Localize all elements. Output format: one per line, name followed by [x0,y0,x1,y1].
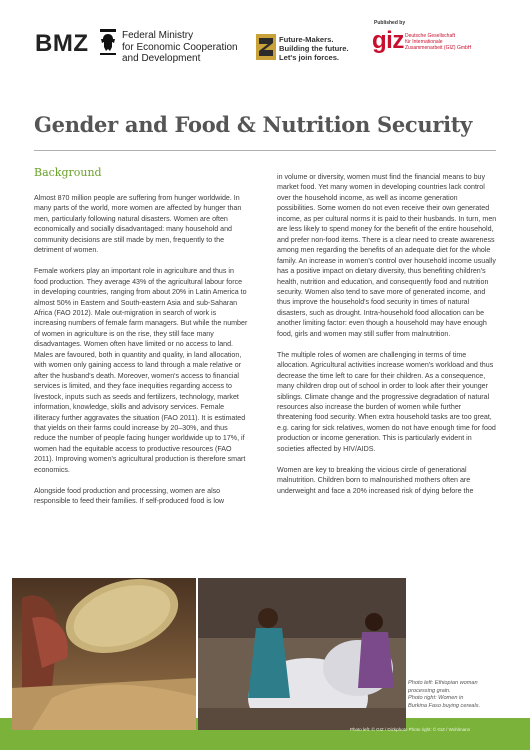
paragraph: in volume or diversity, women must find the financial means to buy market food. Yet many women in developing countries lack control over the household income, as well as income generation possibilities. Some women do not even receive their own generated income, as per cultural norms it is paid to their husbands. In turn, men are less likely to spend money for the benefit of the entire household, and prefer non-food items. There is a clear need to create awareness among men regarding the benefits of an adequate diet for the whole family. An increase in women's control over household income usually has a positive impact on dietary diversity, thus benefiting children's health, nutrition and education, and consequently food and nutrition security. Women also tend to save more of generated income, and thus improve the household's food security in times of natural disasters, such as drought. Intra-household food allocation can be another limiting factor: even though a household may have enough food, girls and women may still suffer from malnutrition. [277,173,497,338]
published-by-label: Published by [374,20,406,26]
bmz-logo: BMZ [35,30,89,57]
title-divider [34,150,496,151]
text-column-left [34,193,248,517]
ministry-line: for Economic Cooperation [122,41,238,53]
ministry-line: Federal Ministry [122,30,194,41]
ministry-line: and Development [122,53,201,64]
caption-line: processing grain. [408,687,451,694]
future-makers-slogan [279,35,359,62]
giz-name-line: für Internationale [405,39,443,45]
slogan-line: Building the future. [279,44,349,53]
text-column-right [277,172,497,507]
giz-name-line: Deutsche Gesellschaft [405,33,456,39]
future-makers-logo-icon [256,34,276,60]
giz-full-name [405,33,485,51]
photo-caption [408,680,498,710]
caption-line: Photo left: Ethiopian woman [408,680,478,686]
paragraph: The multiple roles of women are challenging in terms of time allocation. Agricultural activities increase women's workload and thus decrease the time left to care for their children. As a consequence, many children drop out of school in order to look after their younger siblings. Climate change and the progressive degradation of natural resources also increase the burden of women while further threatening food security. When extra household tasks are too great, e.g. caring for sick relatives, women do not have enough time for food production or income generation. This is particularly evident in societies affected by HIV/AIDS. [277,350,496,453]
page-title: Gender and Food & Nutrition Security [34,112,473,137]
paragraph: Female workers play an important role in agriculture and thus in food production. They average 43% of the agricultural labour force in developing countries, ranging from about 20% in Latin America to almost 50% in Eastern and South-eastern Asia and sub-Saharan Africa (FAO 2012). Male out-migration in search of work is increasing numbers of female farm managers. But while the number of women in agriculture is on the rise, they still face many disadvantages. Women often have limited or no access to land. Males are favoured, both in quantity and quality, in land allocation, with women only gaining access to land through a male relative or after the husband's death. Moreover, women's access to financial services is limited, and they face inequities regarding access to livestock, inputs such as seeds and fertilizers, technology, market information, knowledge, skills and advisory services. Female illiteracy further aggravates the situation (FAO 2011). It is estimated that yields on their farms could increase by 20–30%, and thus reduce the number of people facing hunger worldwide up to 17%, if women had the equitable access to productive resources (FAO 2011). Improving women's agricultural production is therefore smart economics. [34,267,248,474]
paragraph: Alongside food production and processing, women are also responsible to feed their families. If self-produced food is low [34,486,225,506]
giz-logo: giz [372,27,404,54]
paragraph: Almost 870 million people are suffering from hunger worldwide. In many parts of the world, more women are affected by hunger than men, particularly following natural disasters. Women are often economically and socially disadvantaged: many household and community decisions are still made by men, frequently to the detriment of women. [34,194,242,255]
slogan-line: Future-Makers. [279,35,334,44]
photo-credits: Photo left: © GIZ / Dizkphoto Photo right: © GIZ / Wohlmann [350,727,471,732]
giz-name-line: Zusammenarbeit (GIZ) GmbH [405,45,472,51]
federal-eagle-icon [100,29,116,57]
ministry-name [122,30,252,65]
section-heading: Background [34,166,102,179]
photo-women-buying-cereals [198,578,406,730]
slogan-line: Let's join forces. [279,53,340,62]
caption-line: Burkina Faso buying cereals. [408,702,481,709]
photo-woman-processing-grain [12,578,196,730]
caption-line: Photo right: Women in [408,695,464,701]
paragraph: Women are key to breaking the vicious circle of generational malnutrition. Children born to malnourished mothers often are underweight and face a 20% increased risk of dying before the [277,465,474,495]
